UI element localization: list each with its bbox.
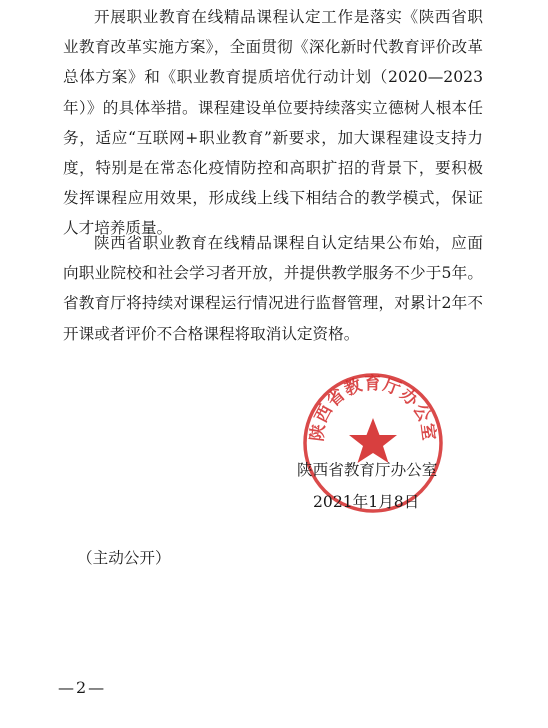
seal-star-icon	[349, 418, 397, 463]
issuing-office: 陕西省教育厅办公室	[297, 461, 438, 479]
page-number: —2—	[58, 678, 107, 697]
body-paragraph-1: 开展职业教育在线精品课程认定工作是落实《陕西省职业教育改革实施方案》，全面贯彻《深化新时代教育评价改革总体方案》和《职业教育提质培优行动计划（2020—2023年）》的具体举措。课程建设单位要持续落实立德树人根本任务，适应“互联网+职业教育”新要求，加大课程建设支持力度，特别是在常态化疫情防控和高职扩招的背景下，要积极发挥课程应用效果，形成线上线下相结合的教学模式，保证人才培养质量。	[63, 8, 483, 238]
seal-text: 陕西省教育厅办公室	[307, 374, 439, 443]
issue-date: 2021年1月8日	[313, 493, 420, 511]
publicity-note: （主动公开）	[77, 549, 171, 567]
body-paragraph-2: 陕西省职业教育在线精品课程自认定结果公布始，应面向职业院校和社会学习者开放，并提供教学服务不少于5年。省教育厅将持续对课程运行情况进行监督管理，对累计2年不开课或者评价不合格课程将取消认定资格。	[63, 234, 483, 343]
